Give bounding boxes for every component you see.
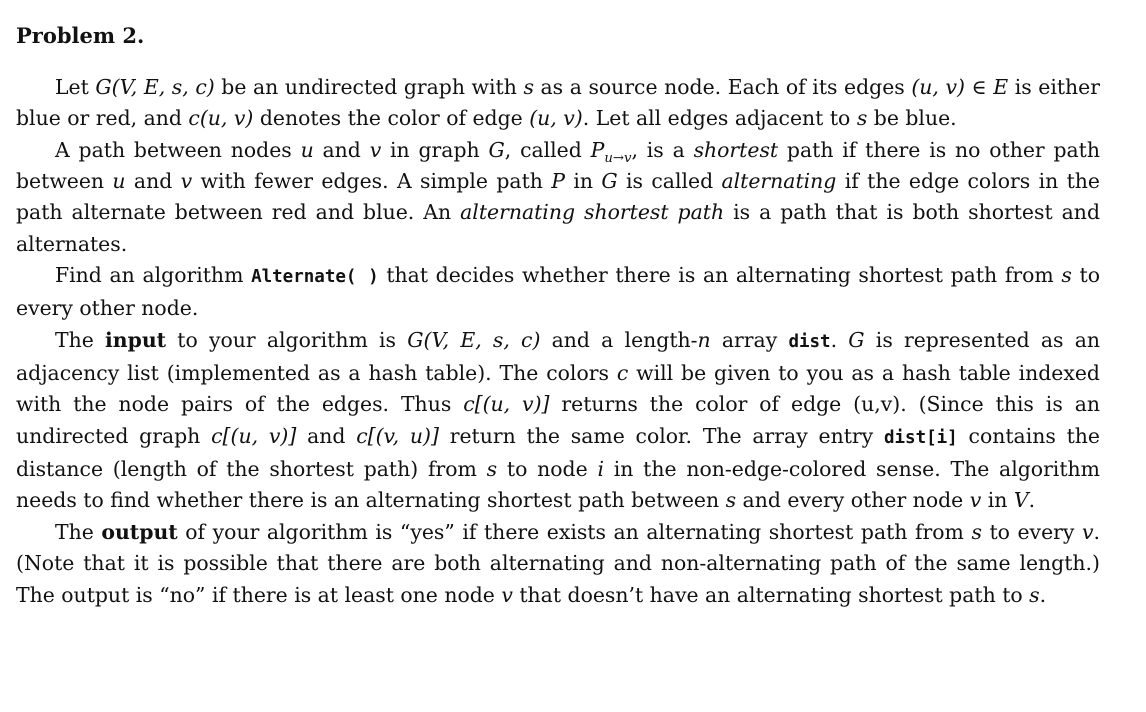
term-shortest: shortest: [693, 137, 779, 162]
paragraph-graph-definition: Let G(V, E, s, c) be an undirected graph with s as a source node. Each of its edges (u, v) ∈ E is either blue or red, and c(u, v) denotes the color of edge (u, v). Let all edges adjacent to s be blue.: [16, 75, 1100, 131]
code-dist: dist: [788, 331, 831, 352]
problem-title: Problem 2.: [16, 23, 145, 48]
term-input: input: [105, 327, 167, 352]
paragraph-path-definitions: A path between nodes u and v in graph G, called $P_{u\to v}$, is a shortest path if there is no other path between u and v with fewer edges. A simple path P in G is called alternating if the edge colors in the path alternate between red and blue. An alternating shortest path is a path that is both shortest and alternates.: [16, 137, 1100, 256]
problem-body: [16, 72, 1100, 611]
term-alternating-shortest-path: alternating shortest path: [460, 200, 725, 225]
code-dist-i: dist[i]: [883, 427, 958, 448]
term-alternating: alternating: [721, 169, 837, 194]
code-alternate: Alternate( ): [251, 267, 379, 288]
paragraph-output: The output of your algorithm is “yes” if there exists an alternating shortest path from s to every v. (Note that it is possible that there are both alternating and non-alternating path of the same length.) The output is “no” if there is at least one node v that doesn’t have an alternating shortest path to s.: [16, 519, 1100, 607]
term-output: output: [101, 519, 178, 544]
paragraph-input: The input to your algorithm is G(V, E, s, c) and a length-n array dist. G is represented as an adjacency list (implemented as a hash table). The colors c will be given to you as a hash table indexed with the node pairs of the edges. Thus c[(u, v)] returns the color of edge (u,v). (Since this is an undirected graph c[(u, v)] and c[(v, u)] return the same color. The array entry dist[i] contains the distance (length of the shortest path) from s to node i in the non-edge-colored sense. The algorithm needs to find whether there is an alternating shortest path between s and every other node v in V.: [16, 327, 1101, 513]
paragraph-task: Find an algorithm Alternate( ) that decides whether there is an alternating shortest path from s to every other node.: [16, 263, 1100, 321]
